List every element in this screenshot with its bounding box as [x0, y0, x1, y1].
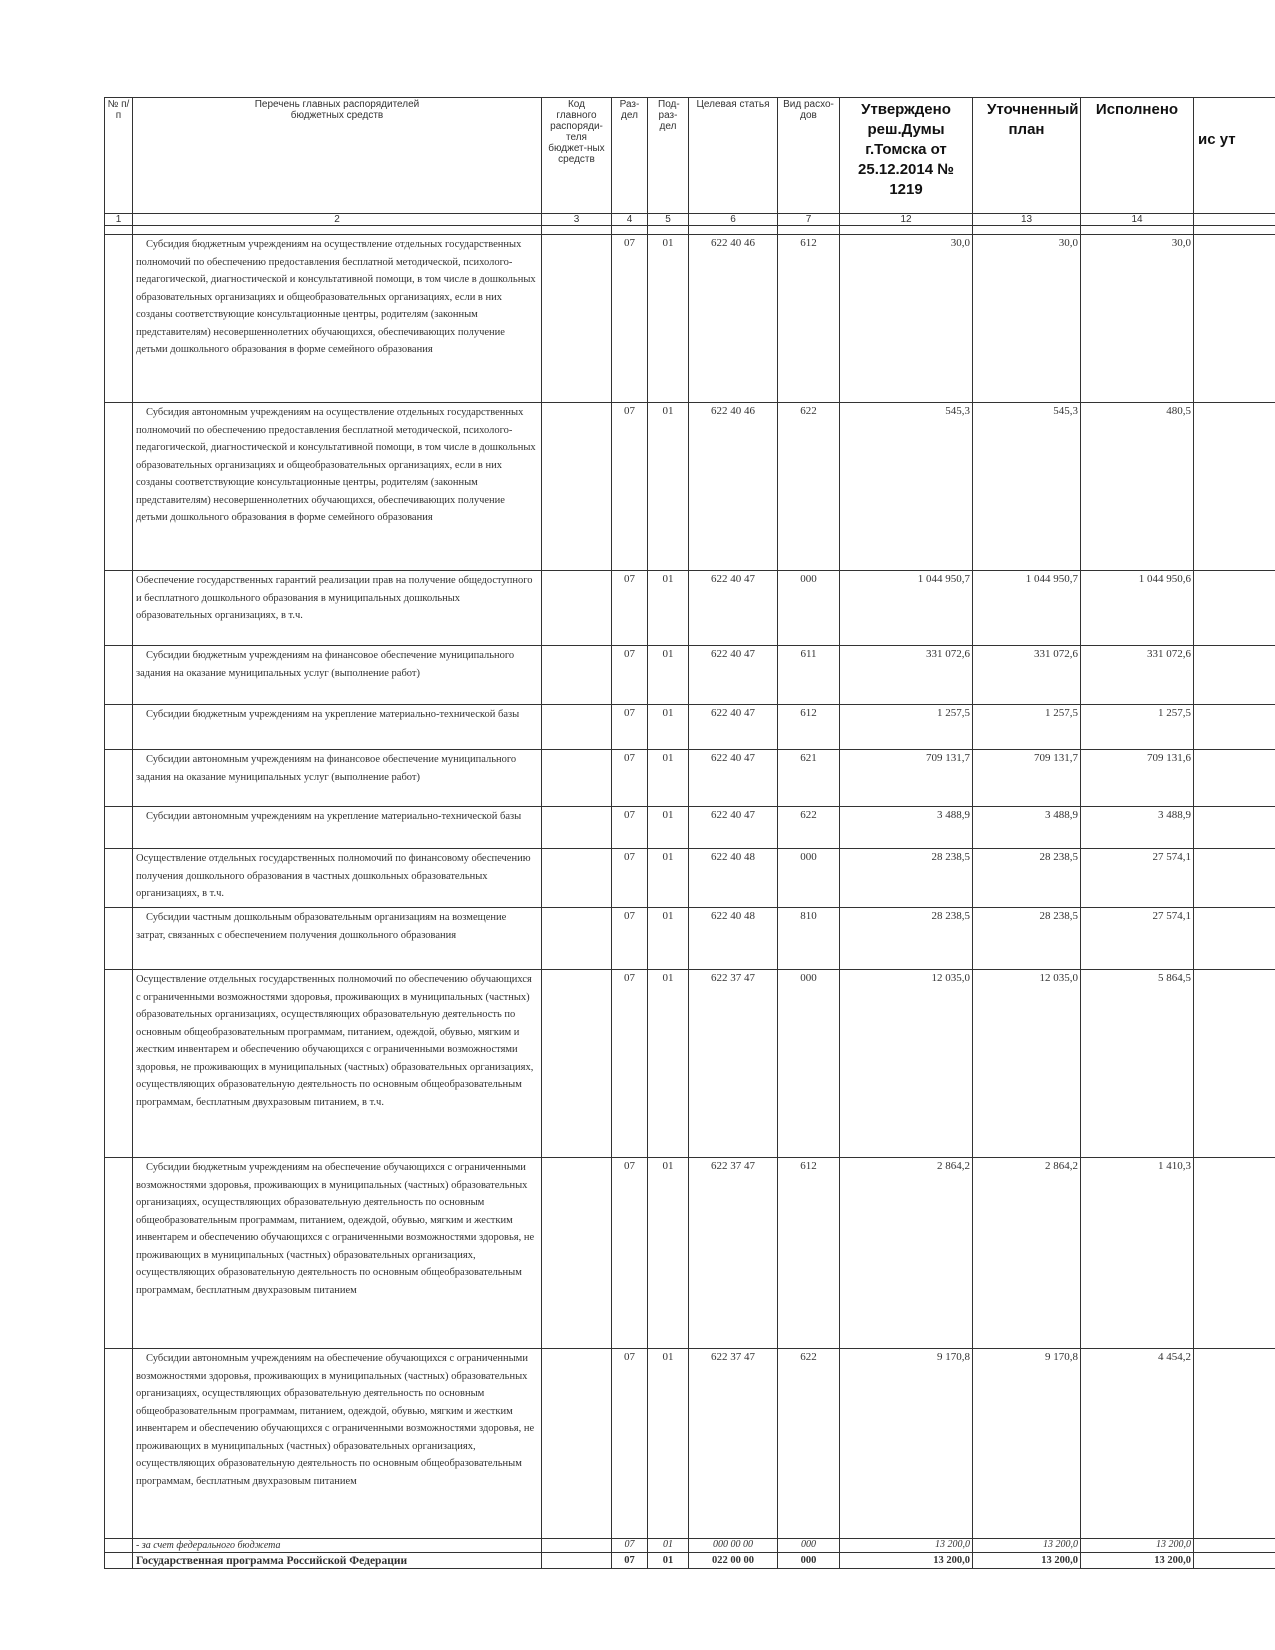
- cell-executed: 709 131,6: [1081, 750, 1194, 807]
- table-row: [105, 235, 1275, 403]
- cell-razdel: 07: [612, 235, 648, 403]
- cell-podrazdel: 01: [648, 807, 689, 849]
- cell-target: 622 40 46: [689, 235, 778, 403]
- colnum: 2: [133, 214, 542, 226]
- cell-plan: 9 170,8: [973, 1349, 1081, 1539]
- cell-code: [542, 235, 612, 403]
- cell-razdel: 07: [612, 1553, 648, 1569]
- cell-partial: [1194, 1539, 1275, 1553]
- cell-partial: [1194, 1349, 1275, 1539]
- cell-approved: 709 131,7: [840, 750, 973, 807]
- cell-executed: 331 072,6: [1081, 646, 1194, 705]
- cell-description: Субсидии автономным учреждениям на финансовое обеспечение муниципального задания на оказание муниципальных услуг (выполнение работ): [133, 750, 542, 807]
- table-body: [105, 235, 1275, 1569]
- cell-description: Субсидия бюджетным учреждениям на осуществление отдельных государственных полномочий по обеспечению предоставления бесплатной методической, психолого-педагогической, диагностической и консультативной помощи, в том числе в дошкольных образовательных организациях и общеобразовательных организациях, если в них созданы соответствующие консультационные центры, родителям (законным представителям) несовершеннолетних обучающихся, обеспечивающих получение детьми дошкольного образования в форме семейного образования: [133, 235, 542, 403]
- cell-plan: 545,3: [973, 403, 1081, 571]
- cell-plan: 709 131,7: [973, 750, 1081, 807]
- cell-vid: 622: [778, 807, 840, 849]
- table-row: [105, 849, 1275, 908]
- cell-code: [542, 571, 612, 646]
- cell-executed: 27 574,1: [1081, 908, 1194, 970]
- cell-description: Обеспечение государственных гарантий реализации прав на получение общедоступного и бесплатного дошкольного образования в муниципальных дошкольных образовательных организациях, в т.ч.: [133, 571, 542, 646]
- cell-description: Субсидии бюджетным учреждениям на финансовое обеспечение муниципального задания на оказание муниципальных услуг (выполнение работ): [133, 646, 542, 705]
- cell-podrazdel: 01: [648, 1349, 689, 1539]
- cell-executed: 480,5: [1081, 403, 1194, 571]
- cell-approved: 545,3: [840, 403, 973, 571]
- cell-razdel: 07: [612, 1349, 648, 1539]
- cell-code: [542, 1349, 612, 1539]
- cell-razdel: 07: [612, 970, 648, 1158]
- cell-razdel: 07: [612, 403, 648, 571]
- cell-target: 622 37 47: [689, 970, 778, 1158]
- cell-executed: 4 454,2: [1081, 1349, 1194, 1539]
- cell-target: 000 00 00: [689, 1539, 778, 1553]
- cell-plan: 3 488,9: [973, 807, 1081, 849]
- cell-partial: [1194, 1553, 1275, 1569]
- cell-podrazdel: 01: [648, 970, 689, 1158]
- cell-description: Субсидия автономным учреждениям на осуществление отдельных государственных полномочий по обеспечению предоставления бесплатной методической, психолого-педагогической, диагностической и консультативной помощи, в том числе в дошкольных образовательных организациях и общеобразовательных организациях, если в них созданы соответствующие консультационные центры, родителям (законным представителям) несовершеннолетних обучающихся, обеспечивающих получение детьми дошкольного образования в форме семейного образования: [133, 403, 542, 571]
- cell-num: [105, 970, 133, 1158]
- cell-vid: 810: [778, 908, 840, 970]
- cell-partial: [1194, 646, 1275, 705]
- cell-vid: 000: [778, 849, 840, 908]
- cell-approved: 28 238,5: [840, 908, 973, 970]
- cell-vid: 612: [778, 1158, 840, 1349]
- cell-podrazdel: 01: [648, 849, 689, 908]
- cell-approved: 1 044 950,7: [840, 571, 973, 646]
- cell-num: [105, 849, 133, 908]
- cell-vid: 612: [778, 235, 840, 403]
- cell-code: [542, 1553, 612, 1569]
- cell-num: [105, 1539, 133, 1553]
- table-row: [105, 750, 1275, 807]
- cell-razdel: 07: [612, 1539, 648, 1553]
- cell-razdel: 07: [612, 908, 648, 970]
- cell-code: [542, 750, 612, 807]
- cell-target: 022 00 00: [689, 1553, 778, 1569]
- cell-plan: 1 257,5: [973, 705, 1081, 750]
- cell-podrazdel: 01: [648, 646, 689, 705]
- header-plan: Уточненный план: [973, 98, 1081, 214]
- cell-code: [542, 646, 612, 705]
- cell-description: Субсидии бюджетным учреждениям на укрепление материально-технической базы: [133, 705, 542, 750]
- cell-podrazdel: 01: [648, 705, 689, 750]
- colnum: 7: [778, 214, 840, 226]
- cell-vid: 612: [778, 705, 840, 750]
- cell-target: 622 40 47: [689, 571, 778, 646]
- cell-partial: [1194, 705, 1275, 750]
- cell-target: 622 40 46: [689, 403, 778, 571]
- cell-code: [542, 1539, 612, 1553]
- cell-plan: 1 044 950,7: [973, 571, 1081, 646]
- cell-approved: 13 200,0: [840, 1539, 973, 1553]
- cell-approved: 12 035,0: [840, 970, 973, 1158]
- cell-podrazdel: 01: [648, 403, 689, 571]
- header-vid: Вид расхо-дов: [778, 98, 840, 214]
- cell-partial: [1194, 1158, 1275, 1349]
- header-name: Перечень главных распорядителей бюджетных средств: [133, 98, 542, 214]
- colnum: 6: [689, 214, 778, 226]
- header-executed: Исполнено: [1081, 98, 1194, 214]
- cell-plan: 12 035,0: [973, 970, 1081, 1158]
- cell-description: Субсидии автономным учреждениям на обеспечение обучающихся с ограниченными возможностями здоровья, проживающих в муниципальных (частных) образовательных организациях, осуществляющих образовательную деятельность по основным общеобразовательным программам, питанием, одеждой, обувью, мягким и жестким инвентарем и обеспечению обучающихся с ограниченными возможностями здоровья, не проживающих в муниципальных (частных) образовательных организациях, осуществляющих образовательную деятельность по основным общеобразовательным программам, бесплатным двухразовым питанием: [133, 1349, 542, 1539]
- cell-description: Субсидии автономным учреждениям на укрепление материально-технической базы: [133, 807, 542, 849]
- budget-table-page: [104, 97, 1275, 1569]
- cell-approved: 1 257,5: [840, 705, 973, 750]
- cell-vid: 611: [778, 646, 840, 705]
- column-number-row: [105, 214, 1275, 226]
- cell-description: Осуществление отдельных государственных полномочий по обеспечению обучающихся с ограниченными возможностями здоровья, проживающих в муниципальных (частных) образовательных организациях, осуществляющих образовательную деятельность по основным общеобразовательным программам, питанием, одеждой, обувью, мягким и жестким инвентарем и обеспечению обучающихся с ограниченными возможностями здоровья, не проживающих в муниципальных (частных) образовательных организациях, осуществляющих образовательную деятельность по основным общеобразовательным программам, бесплатным двухразовым питанием, в т.ч.: [133, 970, 542, 1158]
- cell-podrazdel: 01: [648, 1553, 689, 1569]
- header-approved: Утверждено реш.Думы г.Томска от 25.12.2014 № 1219: [840, 98, 973, 214]
- cell-code: [542, 705, 612, 750]
- cell-code: [542, 849, 612, 908]
- cell-description: Осуществление отдельных государственных полномочий по финансовому обеспечению получения дошкольного образования в частных дошкольных образовательных организациях, в т.ч.: [133, 849, 542, 908]
- cell-num: [105, 1349, 133, 1539]
- cell-executed: 1 044 950,6: [1081, 571, 1194, 646]
- cell-approved: 28 238,5: [840, 849, 973, 908]
- cell-razdel: 07: [612, 571, 648, 646]
- cell-code: [542, 908, 612, 970]
- cell-approved: 30,0: [840, 235, 973, 403]
- cell-partial: [1194, 403, 1275, 571]
- cell-podrazdel: 01: [648, 750, 689, 807]
- cell-approved: 331 072,6: [840, 646, 973, 705]
- cell-vid: 622: [778, 403, 840, 571]
- table-row: [105, 807, 1275, 849]
- cell-target: 622 40 47: [689, 750, 778, 807]
- cell-executed: 13 200,0: [1081, 1539, 1194, 1553]
- header-num: № п/п: [105, 98, 133, 214]
- cell-approved: 9 170,8: [840, 1349, 973, 1539]
- table-row: [105, 571, 1275, 646]
- cell-razdel: 07: [612, 750, 648, 807]
- cell-target: 622 40 48: [689, 908, 778, 970]
- cell-target: 622 40 47: [689, 807, 778, 849]
- cell-partial: [1194, 908, 1275, 970]
- cell-plan: 28 238,5: [973, 849, 1081, 908]
- cell-executed: 1 410,3: [1081, 1158, 1194, 1349]
- cell-partial: [1194, 235, 1275, 403]
- colnum-empty: [1194, 214, 1275, 226]
- cell-approved: 2 864,2: [840, 1158, 973, 1349]
- table-row: [105, 1349, 1275, 1539]
- table-row: [105, 1158, 1275, 1349]
- cell-razdel: 07: [612, 705, 648, 750]
- cell-num: [105, 750, 133, 807]
- colnum: 14: [1081, 214, 1194, 226]
- cell-partial: [1194, 750, 1275, 807]
- cell-plan: 13 200,0: [973, 1553, 1081, 1569]
- cell-plan: 331 072,6: [973, 646, 1081, 705]
- colnum: 5: [648, 214, 689, 226]
- header-row: [105, 98, 1275, 214]
- cell-target: 622 40 47: [689, 705, 778, 750]
- cell-code: [542, 970, 612, 1158]
- cell-podrazdel: 01: [648, 1158, 689, 1349]
- header-podrazdel: Под-раз-дел: [648, 98, 689, 214]
- cell-num: [105, 403, 133, 571]
- header-partial: ис ут: [1194, 98, 1275, 214]
- header-target: Целевая статья: [689, 98, 778, 214]
- table-row: [105, 705, 1275, 750]
- cell-partial: [1194, 807, 1275, 849]
- cell-executed: 27 574,1: [1081, 849, 1194, 908]
- cell-vid: 000: [778, 1539, 840, 1553]
- cell-code: [542, 1158, 612, 1349]
- cell-vid: 000: [778, 571, 840, 646]
- cell-executed: 1 257,5: [1081, 705, 1194, 750]
- cell-num: [105, 908, 133, 970]
- cell-target: 622 40 47: [689, 646, 778, 705]
- cell-executed: 5 864,5: [1081, 970, 1194, 1158]
- cell-description: Субсидии частным дошкольным образовательным организациям на возмещение затрат, связанных с обеспечением получения дошкольного образования: [133, 908, 542, 970]
- cell-plan: 2 864,2: [973, 1158, 1081, 1349]
- cell-target: 622 37 47: [689, 1349, 778, 1539]
- table-row: [105, 1539, 1275, 1553]
- cell-razdel: 07: [612, 646, 648, 705]
- table-row: [105, 403, 1275, 571]
- colnum: 4: [612, 214, 648, 226]
- cell-num: [105, 1553, 133, 1569]
- cell-target: 622 40 48: [689, 849, 778, 908]
- cell-approved: 13 200,0: [840, 1553, 973, 1569]
- cell-podrazdel: 01: [648, 571, 689, 646]
- header-razdel: Раз-дел: [612, 98, 648, 214]
- cell-approved: 3 488,9: [840, 807, 973, 849]
- cell-code: [542, 403, 612, 571]
- table-row: [105, 970, 1275, 1158]
- colnum: 12: [840, 214, 973, 226]
- cell-podrazdel: 01: [648, 1539, 689, 1553]
- cell-podrazdel: 01: [648, 235, 689, 403]
- table-row: [105, 908, 1275, 970]
- cell-plan: 28 238,5: [973, 908, 1081, 970]
- cell-num: [105, 705, 133, 750]
- cell-plan: 13 200,0: [973, 1539, 1081, 1553]
- cell-executed: 13 200,0: [1081, 1553, 1194, 1569]
- cell-partial: [1194, 571, 1275, 646]
- spacer-row: [105, 226, 1275, 235]
- cell-partial: [1194, 849, 1275, 908]
- cell-podrazdel: 01: [648, 908, 689, 970]
- cell-description: Государственная программа Российской Федерации: [133, 1553, 542, 1569]
- colnum: 13: [973, 214, 1081, 226]
- cell-executed: 3 488,9: [1081, 807, 1194, 849]
- budget-table: [104, 97, 1275, 1569]
- cell-vid: 621: [778, 750, 840, 807]
- cell-plan: 30,0: [973, 235, 1081, 403]
- cell-num: [105, 235, 133, 403]
- cell-num: [105, 571, 133, 646]
- cell-vid: 622: [778, 1349, 840, 1539]
- cell-num: [105, 1158, 133, 1349]
- cell-razdel: 07: [612, 807, 648, 849]
- cell-razdel: 07: [612, 1158, 648, 1349]
- cell-target: 622 37 47: [689, 1158, 778, 1349]
- cell-description: Субсидии бюджетным учреждениям на обеспечение обучающихся с ограниченными возможностями здоровья, проживающих в муниципальных (частных) образовательных организациях, осуществляющих образовательную деятельность по основным общеобразовательным программам, питанием, одеждой, обувью, мягким и жестким инвентарем и обеспечению обучающихся с ограниченными возможностями здоровья, не проживающих в муниципальных (частных) образовательных организациях, осуществляющих образовательную деятельность по основным общеобразовательным программам, бесплатным двухразовым питанием: [133, 1158, 542, 1349]
- colnum: 3: [542, 214, 612, 226]
- table-row: [105, 646, 1275, 705]
- cell-num: [105, 807, 133, 849]
- cell-vid: 000: [778, 970, 840, 1158]
- cell-description: - за счет федерального бюджета: [133, 1539, 542, 1553]
- cell-razdel: 07: [612, 849, 648, 908]
- header-code: Код главного распоряди-теля бюджет-ных средств: [542, 98, 612, 214]
- cell-num: [105, 646, 133, 705]
- cell-vid: 000: [778, 1553, 840, 1569]
- cell-executed: 30,0: [1081, 235, 1194, 403]
- cell-code: [542, 807, 612, 849]
- colnum: 1: [105, 214, 133, 226]
- cell-partial: [1194, 970, 1275, 1158]
- table-row: [105, 1553, 1275, 1569]
